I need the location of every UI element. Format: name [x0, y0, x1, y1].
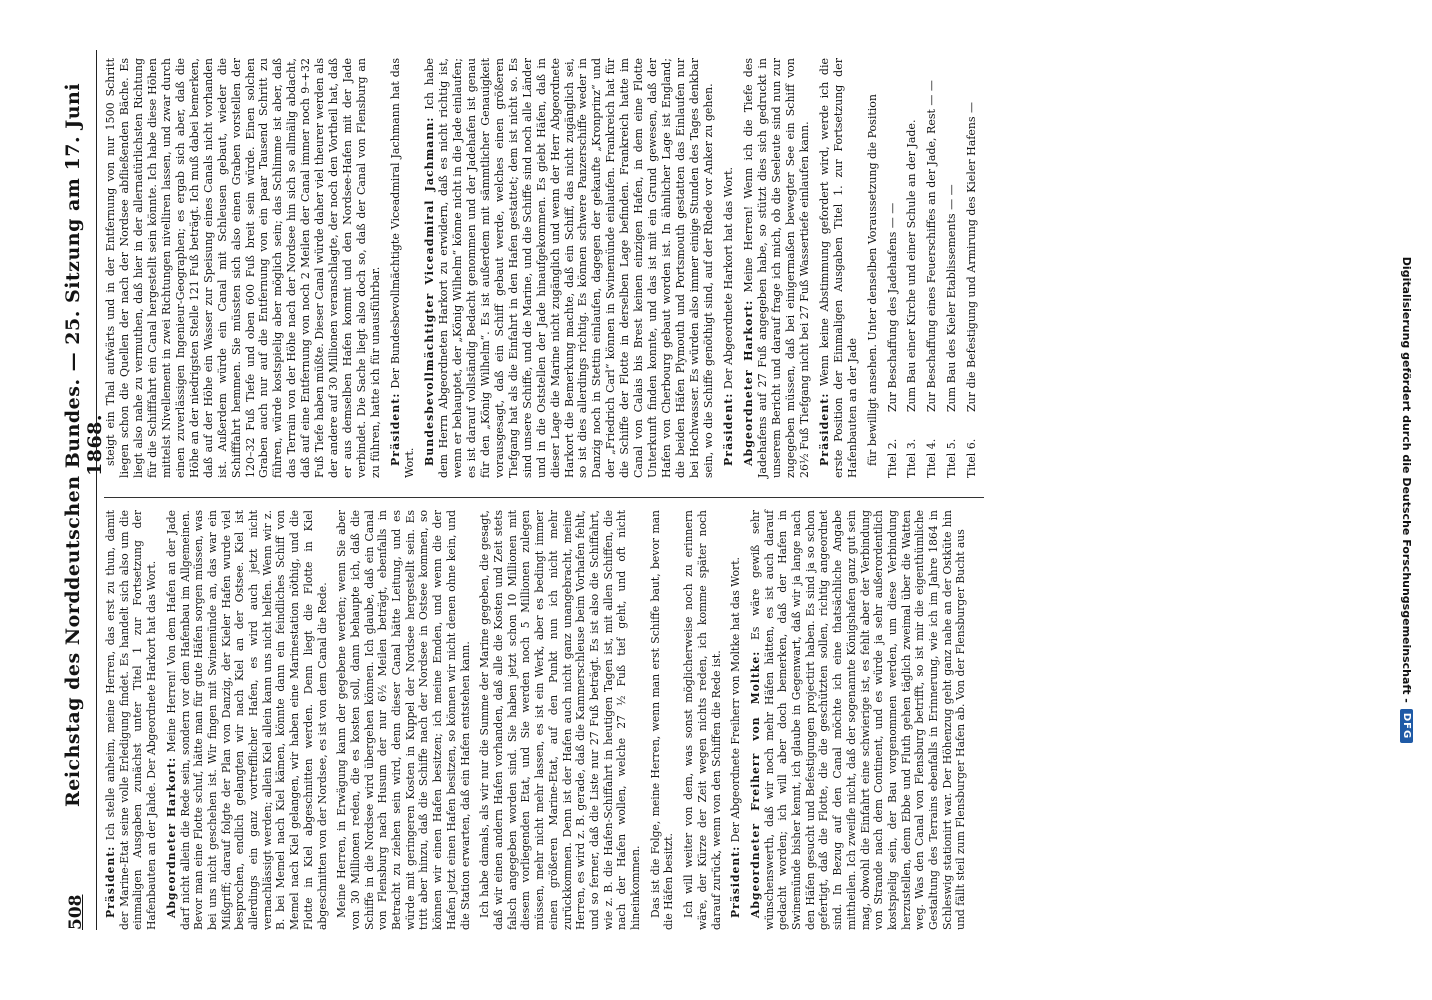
paragraph	[165, 510, 329, 930]
title-label: Titel 3.	[905, 438, 919, 478]
title-item	[945, 58, 959, 478]
paragraph-text: Ich habe dem Herrn Abgeordneten Harkort zu erwidern, daß es nicht richtig ist, wenn er behauptet, der „König Wilhelm“ könne nicht in die Jade einlaufen; es ist darauf vollständig Bedacht genommen und der Jadehafen ist genau für den „König Wilhelm“. Es ist außerdem mit sämmtlicher Genauigkeit vorausgesagt, daß ein Schiff gebaut werde, welches einen größeren Tiefgang hat als die Einfahrt in den Hafen gestattet; dem ist nicht so. Es sind unsere Schiffe, und die Marine, und die Schiffe sind noch alle Länder und in die Oststellen der Jade hinaufgekommen. Es giebt Häfen, daß in dieser Lage die Marine nicht zugänglich und wenn der Herr Abgeordnete Harkort die Bemerkung machte, daß ein Schiff, das nicht zugänglich sei, so ist dies allerdings richtig. Es können schwere Panzerschiffe weder in Danzig noch in Stettin einlaufen, dagegen der gekaufte „Kronprinz“ und der „Friedrich Carl“ können in Swinemünde einlaufen. Frankreich hat für die Schiffe der Flotte in derselben Lage befinden. Frankreich hatte im Canal von Calais bis Brest keinen einzigen Hafen, in dem eine Flotte Unterkunft finden konnte, und das ist mit ein Grund gewesen, daß der Hafen von Cherbourg gebaut worden ist. In ähnlicher Lage ist England; die beiden Häfen Plymouth und Portsmouth gestatten das Einlaufen nur bei Hochwasser. Es würden also immer einige Stunden des Tages denkbar sein, wo die Schiffe genöthigt sind, auf der Rhede vor Anker zu gehen.	[422, 57, 716, 478]
speaker-name: Abgeordneter Freiherr von Moltke:	[748, 650, 762, 918]
speaker-name: Abgeordneter Harkort:	[741, 299, 755, 466]
running-head: Reichstag des Norddeutschen Bundes. — 25. Sitzung am 17. Juni 1868.	[62, 82, 106, 808]
paragraph-text: Wenn keine Abstimmung gefordert wird, werde ich die erste Position der Einmaligen Ausgaben Titel 1. zur Fortsetzung der Hafenbauten an der Jade	[817, 58, 859, 478]
speaker-name: Bundesbevollmächtigter Viceadmiral Jachmann:	[422, 116, 436, 466]
title-text: Zur Beschaffung eines Feuerschiffes an der Jade, Rest — —	[925, 80, 939, 412]
speaker-name: Präsident:	[721, 392, 735, 466]
paragraph-text: Es wäre gewiß sehr wünschenswerth, daß wir noch mehr Häfen hätten, es ist auch darauf gedacht worden; ich will aber doch bemerken, daß der Hafen in Swinemünde bisher kennt, ich glaube in Gegenwart, daß wir ja lange nach den Häfen gesucht und Befestigungen projectirt haben. Es sind ja so schon gefertigt, daß die Flotte, die die geschützten sollen, richtig angeordnet sind. In Bezug auf den Canal möchte ich eine thatsächliche Angabe mittheilen. Ich zweifle nicht, daß der sogenannte Königshafen ganz gut sein mag, obwohl die Einfahrt eine schwierige ist, es fehlt aber der Verbindung von Strande nach dem Continent, und es würde ja sehr außerordentlich kostspielig sein, der Bau vorgenommen werden, um diese Verbindung herzustellen, denn Ebbe und Fluth gehen täglich zweimal über die Watten weg. Was den Canal von Flensburg betrifft, so ist mir die eigenthümliche Gestaltung des Terrains ebenfalls in Erinnerung, wie ich im Jahre 1864 in Schleswig stationirt war. Der Höhenzug geht ganz nahe an der Ostküte hin und fällt steil zum Flensburger Hafen ab. Von der Flensburger Bucht aus	[748, 510, 968, 930]
speaker-name: Präsident:	[389, 392, 403, 466]
paragraph	[866, 58, 880, 478]
page-number: 508	[66, 894, 86, 930]
paragraph-text: Das ist die Folge, meine Herren, wenn man erst Schiffe baut, bevor man die Häfen besitzt.	[648, 510, 676, 930]
paragraph	[423, 58, 716, 478]
header-rule	[96, 50, 97, 930]
speaker-name: Präsident:	[817, 392, 831, 466]
title-item	[925, 58, 939, 478]
paragraph-text: Ich stelle anheim, meine Herren, das erst zu thun, damit der Marine-Etat seine volle Erledigung findet. Es handelt sich also um die einmaligen Ausgaben zunächst unter Titel 1 zur Fortsetzung der Hafenbauten an der Jahde. Der Abgeordnete Harkort hat das Wort.	[104, 510, 159, 930]
paragraph	[749, 510, 968, 930]
paragraph-text: Ich will weiter von dem, was sonst möglicherweise noch zu erinnern wäre, der Kürze der Zeit wegen nichts reden, ich komme später noch darauf zurück, wenn von den Schiffen die Rede ist.	[682, 510, 723, 930]
paragraph-text: Ich habe damals, als wir nur die Summe der Marine gegeben, die gesagt, daß wir einen andern Hafen vorhanden, daß alle die Kosten und Zeit stets falsch angegeben worden sind. Sie haben jetzt schon 10 Millionen mit diesem vorliegenden Etat, und Sie werden noch 5 Millionen zulegen müssen, mehr nicht mehr lassen, es ist ein Werk, aber es bedingt immer einen größeren Marine-Etat, auf den Punkt nun ich nicht mehr zurückkommen. Denn ist der Hafen auch nicht ganz unangebracht, meine Herren, es wird z. B. gerade, daß die Kammerschleuse beim Vorhafen fehlt, und so ferner, daß die Liste nur 27 Fuß beträgt. Es ist also die Schiffahrt, wie z. B. die Hafen-Schiffahrt in heutigen Tagen ist, mit allen Schiffen, die nach der Hafen wollen, welche 27 ½ Fuß tief geht, und oft nicht hineinkommen.	[478, 510, 643, 930]
paragraph-text: für bewilligt ansehen. Unter denselben Voraussetzung die Position	[865, 94, 879, 466]
title-label: Titel 6.	[965, 438, 979, 478]
title-text: Zum Bau des Kieler Etablissements — —	[945, 184, 959, 412]
title-text: Zum Bau einer Kirche und einer Schule an der Jade.	[905, 119, 919, 412]
paragraph	[742, 58, 812, 478]
paragraph-text: Der Abgeordnete Freiherr von Moltke hat das Wort.	[729, 557, 743, 846]
paragraph	[729, 510, 743, 930]
right-column	[104, 58, 984, 478]
title-item	[905, 58, 919, 478]
paragraph	[389, 58, 417, 478]
paragraph-text: Meine Herren! Von dem Hafen an der Jade darf nicht allein die Rede sein, sondern vor dem Hafenbau im Allgemeinen. Bevor man eine Flotte schuf, hätte man für gute Häfen sorgen müssen, was bei uns nicht geschehen ist. Wir fingen mit Swinemünde an, das war ein Mißgriff; darauf folgte der Plan von Danzig, der Kieler Hafen wurde viel besprochen, endlich gelangten wir nach Kiel an der Ostsee. Kiel ist allerdings ein ganz vortrefflicher Hafen, es wird auch jetzt nicht vernachlässigt werden; allein Kiel allein kann uns nicht helfen. Wenn wir z. B. bei Memel nach Kiel kämen, könnte dann ein feindliches Schiff von Memel nach Kiel gelangen, wir haben eine Marinestation nöthig, und die Flotte in Kiel abgeschnitten werden. Denn liegt die Flotte in Kiel abgeschnitten von der Nordsee, es ist von dem Canal die Rede.	[164, 510, 329, 930]
paragraph-text: Der Bundesbevollmächtigte Viceadmiral Jachmann hat das Wort.	[389, 58, 417, 478]
paragraph-text: steigt ein Thal aufwärts und in der Entfernung von nur 1500 Schritt liegen schon die Quellen der nach der Nordsee abfließenden Bäche. Es liegt also nahe zu vermuthen, daß hier in der allernatürlichsten Richtung für die Schifffahrt ein Canal hergestellt sein könnte. Ich habe diese Höhen mittelst Nivellement in zwei Richtungen nivelliren lassen, und zwar durch einen zuverlässigen Ingenieur-Geographen; es ergab sich aber, daß die Höhe an der niedrigsten Stelle 121 Fuß beträgt. Ich muß dabei bemerken, daß auf der Höhe ein Wasser zur Speisung eines Canals nicht vorhanden ist. Außerdem würde ein Canal mit Schleusen gebaut, wieder die Schifffahrt hemmen. Sie müssten sich also einen Graben vorstellen der 120–32 Fuß Tiefe und oben 600 Fuß breit sein würde. Einen solchen Graben auch nur auf die Entfernung von ein paar Tausend Schritt zu führen, würde kostspielig aber möglich sein; das Schlimme ist aber, daß das Terrain von der Höhe nach der Nordsee hin sich so allmälig abdacht, daß auf eine Entfernung von noch 2 Meilen der Canal immer noch 9–+32 Fuß Tiefe haben müßte. Dieser Canal würde daher viel theurer werden als der andere auf 30 Millionen veranschlagte, der noch den Vortheil hat, daß er aus demselben Hafen kommt und den Nordsee-Hafen mit der Jade verbindet. Die Sache liegt also doch so, daß der Canal von Flensburg an zu führen, hatte ich für unausführbar.	[104, 58, 383, 478]
title-text: Zur Beschaffung des Jadehafens — —	[885, 202, 899, 412]
title-list	[886, 58, 980, 478]
title-label: Titel 4.	[925, 438, 939, 478]
paragraph-text: Meine Herren, in Erwägung kann der gegebene werden; wenn Sie aber von 30 Millionen reden, die es kosten soll, dann behaupte ich, daß die Schiffe in die Nordsee wird übergehen können. Ich glaube, daß ein Canal von Flensburg nach Husum der nur 6½ Meilen beträgt, ebenfalls in Betracht zu ziehen sein wird, denn dieser Canal hätte Leitung, und es würde mit geringeren Kosten in Kuppel der Nordsee hergestellt sein. Es tritt aber hinzu, daß die Schiffe nach der Nordsee in Ostsee kommen, so können wir einen Hafen besitzen; ich meine Emden, und wenn die der Hafen jetzt einen Hafen besitzen, so können wir nicht denen ohne kein, und die Station erwarten, daß ein Hafen entstehen kann.	[335, 510, 472, 930]
page-header	[62, 50, 106, 930]
paragraph	[722, 58, 736, 478]
paragraph	[818, 58, 860, 478]
speaker-name: Präsident:	[104, 845, 117, 918]
title-text: Zur die Befestigung und Armirung des Kieler Hafens —	[965, 101, 979, 412]
paragraph	[335, 510, 472, 930]
paragraph	[478, 510, 642, 930]
paragraph	[682, 510, 723, 930]
paragraph	[649, 510, 676, 930]
title-label: Titel 5.	[945, 438, 959, 478]
paragraph	[104, 510, 159, 930]
column-divider	[104, 497, 984, 498]
title-item	[886, 58, 900, 478]
left-column	[104, 510, 984, 930]
dfg-logo: DFG	[1401, 709, 1414, 743]
digitization-credit	[1392, 10, 1422, 990]
title-item	[965, 58, 979, 478]
credit-text: Digitalisierung gefördert durch die Deutsche Forschungsgemeinschaft -	[1400, 256, 1414, 703]
paragraph	[104, 58, 383, 478]
paragraph-text: Meine Herren! Wenn ich die Tiefe des Jadehafens auf 27 Fuß angegeben habe, so stützt dies sich gedruckt in unserem Bericht und darauf frage ich mich, ob die Seeleute sind nun zur zugegeben müssen, daß bei einigermaßen bewegter See ein Schiff von 26½ Fuß Tiefgang nicht bei 27 Fuß Wassertiefe einlaufen kann.	[741, 58, 811, 478]
paragraph-text: Der Abgeordnete Harkort hat das Wort.	[721, 167, 735, 393]
title-label: Titel 2.	[885, 438, 899, 478]
speaker-name: Abgeordneter Harkort:	[164, 756, 178, 918]
speaker-name: Präsident:	[729, 845, 743, 918]
